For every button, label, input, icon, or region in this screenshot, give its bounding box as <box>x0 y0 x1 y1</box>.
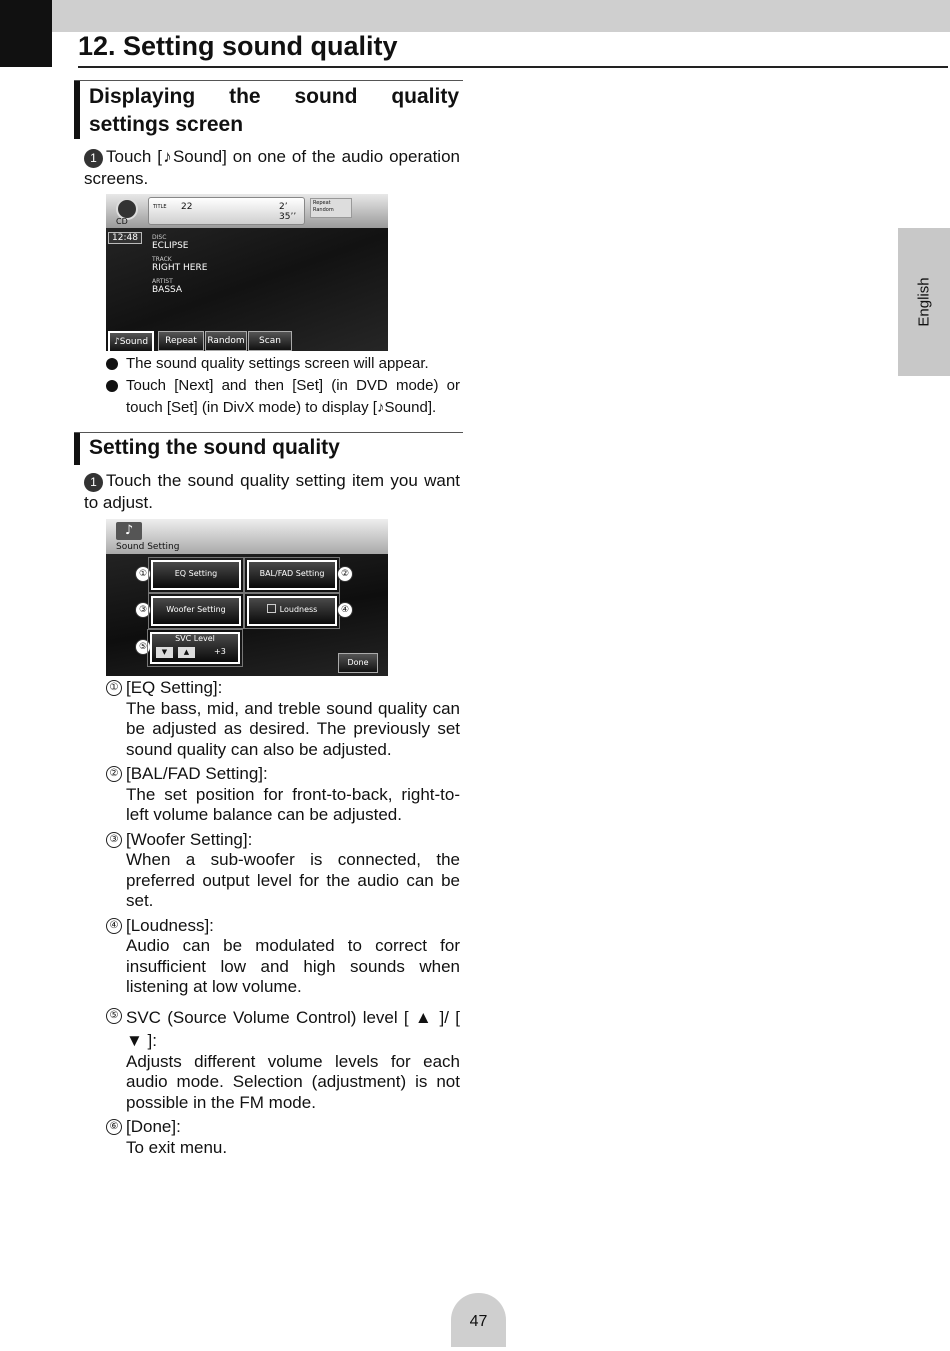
woofer-setting-button[interactable]: Woofer Setting <box>151 596 241 626</box>
list-item: Touch [Next] and then [Set] (in DVD mode) or touch [Set] (in DivX mode) to display [♪Sound]. <box>106 375 460 419</box>
chapter-tab <box>0 0 52 67</box>
item-number: ③ <box>106 832 122 848</box>
checkbox-icon <box>267 604 276 613</box>
step-text: Touch the sound quality setting item you want to adjust. <box>84 471 460 512</box>
setting-item-list <box>106 678 460 1162</box>
disc-field: DISC ECLIPSE <box>152 234 189 251</box>
section-bar <box>74 81 80 139</box>
list-item: The sound quality settings screen will appear. <box>106 353 460 375</box>
step-1-display <box>84 146 460 190</box>
bal-fad-setting-button[interactable]: BAL/FAD Setting <box>247 560 337 590</box>
repeat-button[interactable]: Repeat <box>158 331 204 351</box>
svc-down-button[interactable]: ▼ <box>156 647 173 658</box>
bullet-list <box>106 353 460 419</box>
callout-3: ③ <box>135 602 151 618</box>
page-title: 12. Setting sound quality <box>78 31 398 61</box>
source-label: CD <box>116 217 128 226</box>
sound-setting-screen-image <box>106 519 388 676</box>
item-number: ② <box>106 766 122 782</box>
screen-header <box>106 519 388 554</box>
svc-label: SVC Level <box>175 634 215 643</box>
step-text: Touch [♪Sound] on one of the audio operation screens. <box>84 147 460 188</box>
step-number-icon: 1 <box>84 149 103 168</box>
svc-level-control <box>150 632 240 664</box>
list-item: ③ [Woofer Setting]: When a sub-woofer is connected, the preferred output level for the audio can be set. <box>106 830 460 912</box>
step-1-setting <box>84 470 460 514</box>
title-rule <box>78 66 948 68</box>
callout-2: ② <box>337 566 353 582</box>
item-number: ① <box>106 680 122 696</box>
elapsed-time: 2’ 35’’ <box>279 202 297 222</box>
section-heading-setting <box>74 432 463 465</box>
svc-up-button[interactable]: ▲ <box>178 647 195 658</box>
list-item: ⑤ SVC (Source Volume Control) level [ ▲ ]/ [ ▼ ]: Adjusts different volume levels for each audio mode. Selection (adjustment) is not possible in the FM mode. <box>106 1006 460 1114</box>
item-number: ④ <box>106 918 122 934</box>
svc-value: +3 <box>214 647 226 656</box>
section-title: Displaying the sound quality settings screen <box>89 85 459 136</box>
title-label: TITLE <box>153 204 167 210</box>
clock: 12:48 <box>108 232 142 244</box>
step-number-icon: 1 <box>84 473 103 492</box>
callout-5: ⑤ <box>135 639 151 655</box>
list-item: ① [EQ Setting]: The bass, mid, and treble sound quality can be adjusted as desired. The previously set sound quality can also be adjusted. <box>106 678 460 760</box>
title-box <box>148 197 305 225</box>
title-value: 22 <box>181 202 193 212</box>
list-item: ④ [Loudness]: Audio can be modulated to correct for insufficient low and high sounds when listening at low volume. <box>106 916 460 998</box>
list-item: ⑥ [Done]: To exit menu. <box>106 1117 460 1158</box>
random-button[interactable]: Random <box>205 331 247 351</box>
list-item: ② [BAL/FAD Setting]: The set position for front-to-back, right-to-left volume balance can be adjusted. <box>106 764 460 826</box>
header-band <box>0 0 950 32</box>
section-title: Setting the sound quality <box>89 436 340 459</box>
callout-4: ④ <box>337 602 353 618</box>
language-tab <box>898 228 950 376</box>
item-number: ⑤ <box>106 1008 122 1024</box>
section-heading-display <box>74 80 463 139</box>
scan-button[interactable]: Scan <box>248 331 292 351</box>
language-tab-label: English <box>915 277 933 327</box>
loudness-button[interactable]: Loudness <box>247 596 337 626</box>
repeat-random-indicator <box>310 198 352 218</box>
screen-title: Sound Setting <box>116 542 180 552</box>
page-number: 47 <box>451 1293 506 1347</box>
music-note-icon: ♪ <box>116 522 142 540</box>
callout-1: ① <box>135 566 151 582</box>
done-button[interactable]: Done <box>338 653 378 673</box>
repeat-indicator: Repeat <box>313 200 331 206</box>
item-number: ⑥ <box>106 1119 122 1135</box>
audio-screen-image <box>106 194 388 351</box>
sound-button[interactable]: ♪Sound <box>108 331 154 351</box>
random-indicator: Random <box>313 207 334 213</box>
track-field: TRACK RIGHT HERE <box>152 256 208 273</box>
artist-field: ARTIST BASSA <box>152 278 183 295</box>
eq-setting-button[interactable]: EQ Setting <box>151 560 241 590</box>
section-bar <box>74 433 80 465</box>
